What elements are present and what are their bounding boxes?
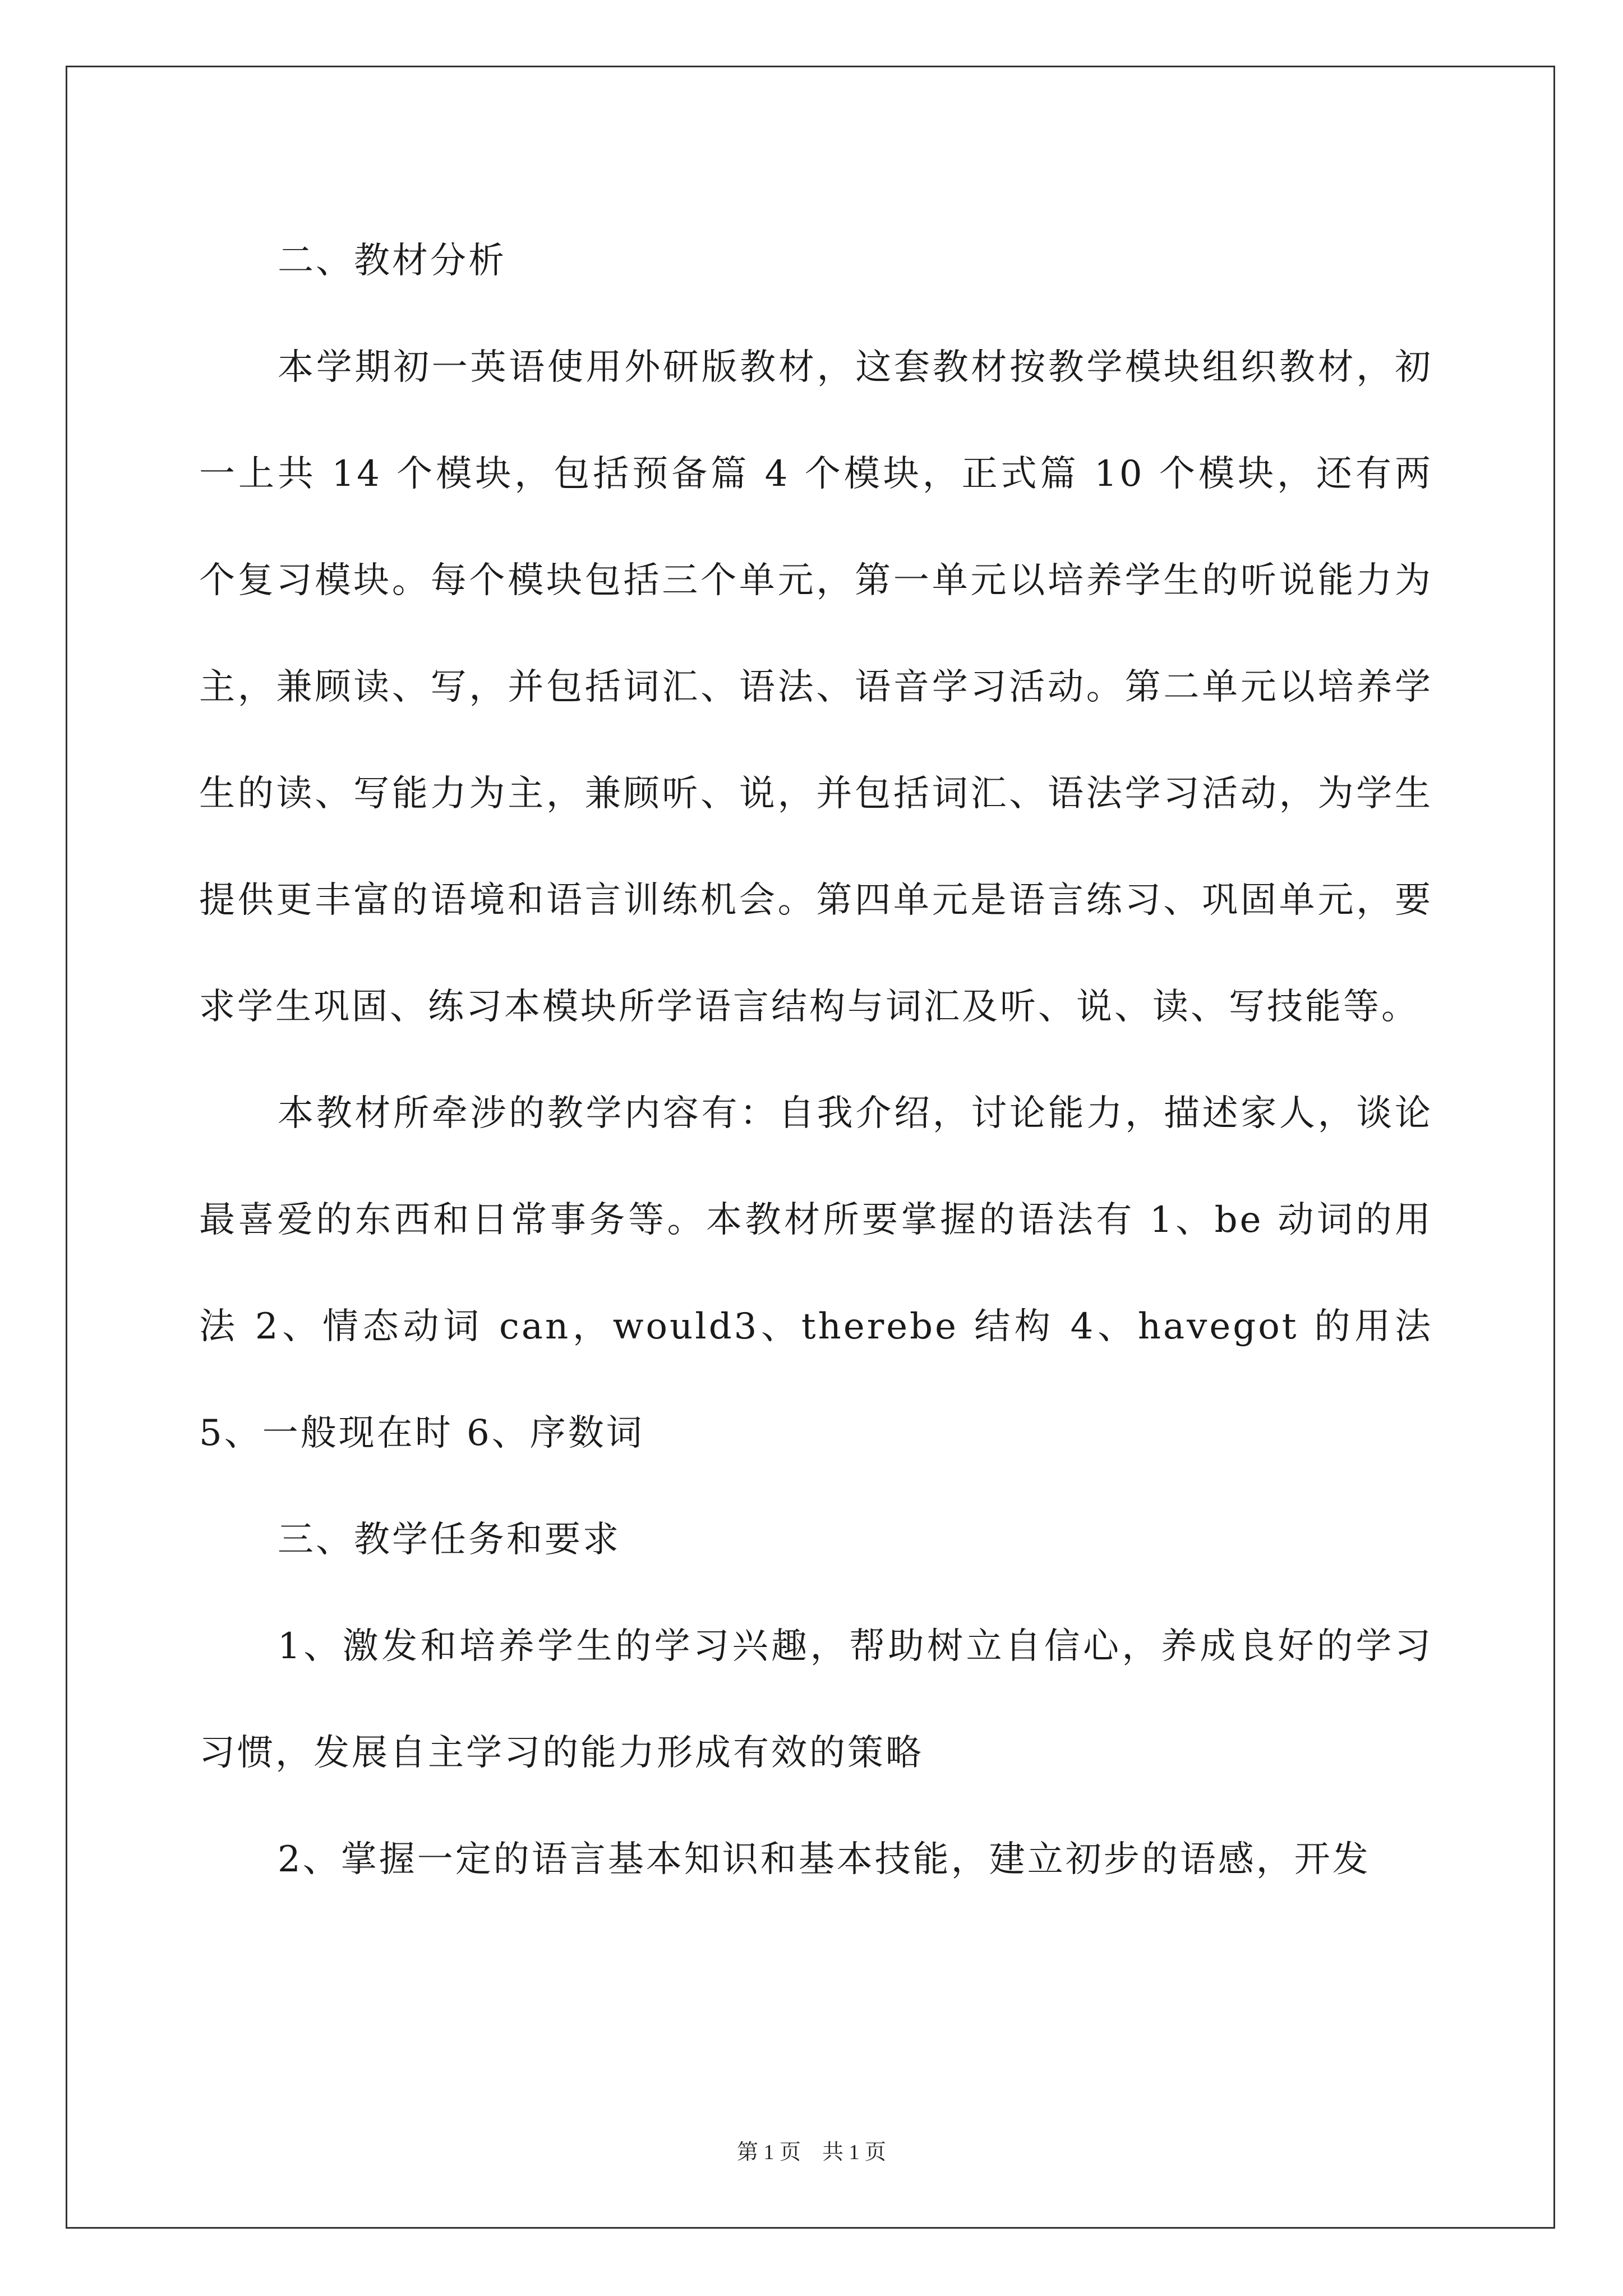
paragraph-requirement-2: 2、掌握一定的语言基本知识和基本技能，建立初步的语感，开发 [278, 1839, 1371, 1880]
paragraph-requirement-1: 1、激发和培养学生的学习兴趣，帮助树立自信心，养成良好的学习习惯，发展自主学习的能力形成有效的策略 [199, 1626, 1433, 1774]
section-heading-textbook-analysis: 二、教材分析 [278, 240, 506, 282]
paragraph-textbook-overview: 本学期初一英语使用外研版教材，这套教材按教学模块组织教材，初一上共 14 个模块，包括预备篇 4 个模块，正式篇 10 个模块，还有两个复习模块。每个模块包括三个单元，第一单元以培养学生的听说能力为主，兼顾读、写，并包括词汇、语法、语音学习活动。第二单元以培养学生的读、写能力为主，兼顾听、说，并包括词汇、语法学习活动，为学生提供更丰富的语境和语言训练机会。第四单元是语言练习、巩固单元，要求学生巩固、练习本模块所学语言结构与词汇及听、说、读、写技能等。 [199, 347, 1433, 1028]
page-footer: 第 1 页 共 1 页 [736, 2141, 886, 2164]
section-heading-tasks-requirements: 三、教学任务和要求 [278, 1519, 621, 1561]
paragraph-teaching-content: 本教材所牵涉的教学内容有：自我介绍，讨论能力，描述家人，谈论最喜爱的东西和日常事务等。本教材所要掌握的语法有 1、be 动词的用法 2、情态动词 can，would3、therebe 结构 4、havegot 的用法 5、一般现在时 6、序数词 [199, 1093, 1447, 1454]
document-body [199, 208, 1447, 1913]
